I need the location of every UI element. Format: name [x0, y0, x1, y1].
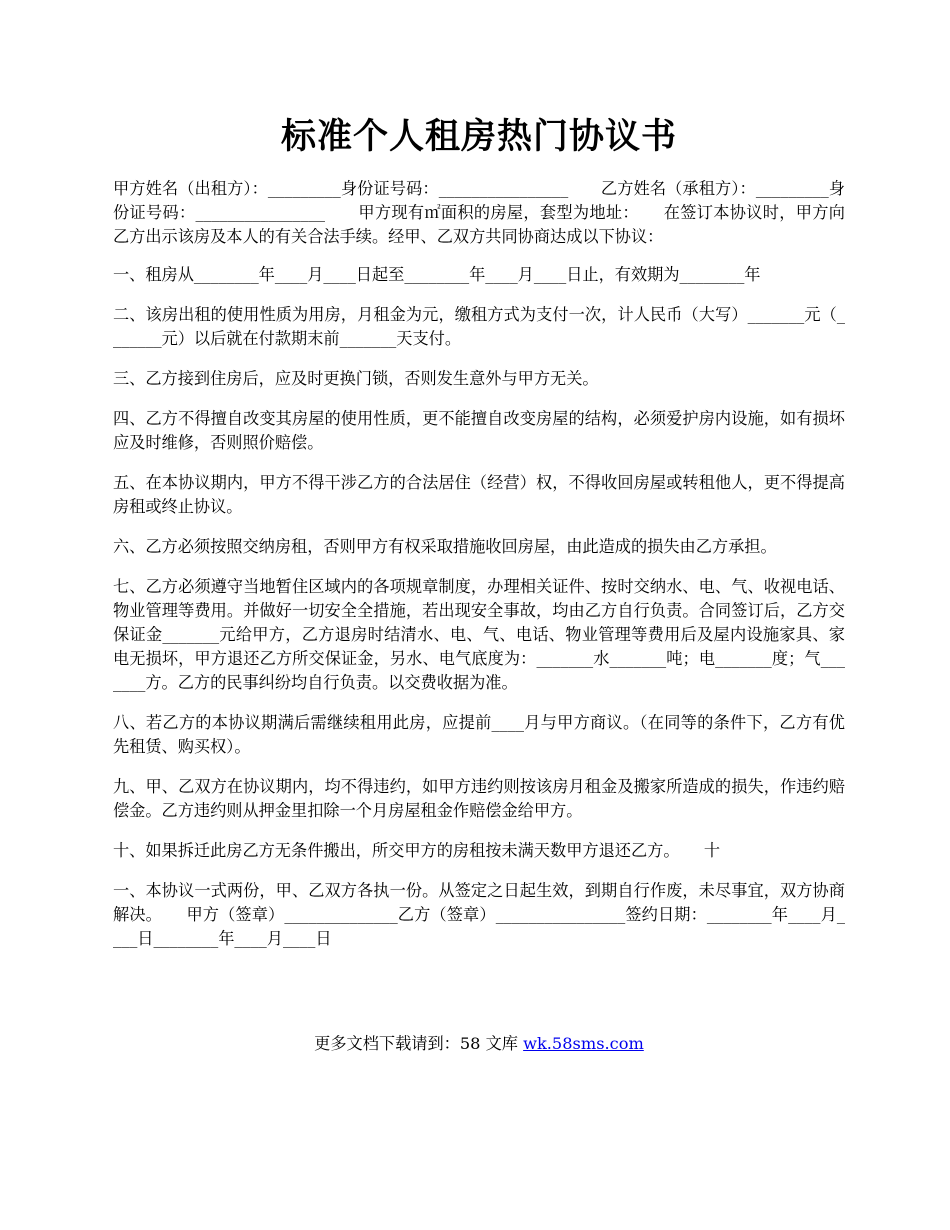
paragraph-4-usage: 四、乙方不得擅自改变其房屋的使用性质，更不能擅自改变房屋的结构，必须爱护房内设施，如有损坏应及时维修，否则照价赔偿。	[113, 409, 845, 452]
footer-link[interactable]: wk.58sms.com	[523, 1034, 644, 1053]
paragraph-6-payment: 六、乙方必须按照交纳房租，否则甲方有权采取措施收回房屋，由此造成的损失由乙方承担。	[113, 537, 777, 556]
paragraph-3-locks: 三、乙方接到住房后，应及时更换门锁，否则发生意外与甲方无关。	[113, 369, 599, 388]
paragraph-2-rent: 二、该房出租的使用性质为用房，月租金为元，缴租方式为支付一次，计人民币（大写）_______元（_______元）以后就在付款期末前_______天支付。	[113, 305, 845, 348]
paragraph-11-signatures: 一、本协议一式两份，甲、乙双方各执一份。从签定之日起生效，到期自行作废，未尽事宜，双方协商解决。 甲方（签章）______________乙方（签章）________________签约日期：________年____月____日________年____月____日	[113, 881, 845, 948]
paragraph-8-renewal: 八、若乙方的本协议期满后需继续租用此房，应提前____月与甲方商议。（在同等的条件下，乙方有优先租赁、购买权）。	[113, 713, 845, 756]
paragraph-10-demolition: 十、如果拆迁此房乙方无条件搬出，所交甲方的房租按未满天数甲方退还乙方。 十	[113, 841, 721, 860]
paragraph-parties: 甲方姓名（出租方）：_________身份证号码：________________ 乙方姓名（承租方）：_________身份证号码：________________ 甲方现有㎡面积的房屋，套型为地址： 在签订本协议时，甲方向乙方出示该房及本人的有关合法手续。经甲、乙双方共同协商达成以下协议：	[113, 179, 845, 246]
paragraph-1-lease-term: 一、租房从________年____月____日起至________年____月____日止，有效期为________年	[113, 265, 761, 284]
document-body	[113, 177, 845, 967]
footer-prefix: 更多文档下载请到：58 文库	[314, 1034, 524, 1053]
paragraph-5-landlord-duties: 五、在本协议期内，甲方不得干涉乙方的合法居住（经营）权，不得收回房屋或转租他人，更不得提高房租或终止协议。	[113, 473, 845, 516]
paragraph-7-regulations: 七、乙方必须遵守当地暂住区域内的各项规章制度，办理相关证件、按时交纳水、电、气、收视电话、物业管理等费用。并做好一切安全全措施，若出现安全事故，均由乙方自行负责。合同签订后，乙方交保证金_______元给甲方，乙方退房时结清水、电、气、电话、物业管理等费用后及屋内设施家具、家电无损坏，甲方退还乙方所交保证金，另水、电气底度为：_______水_______吨；电_______度；气_______方。乙方的民事纠纷均自行负责。以交费收据为准。	[113, 577, 845, 692]
download-footer	[113, 1032, 845, 1056]
paragraph-9-breach: 九、甲、乙双方在协议期内，均不得违约，如甲方违约则按该房月租金及搬家所造成的损失，作违约赔偿金。乙方违约则从押金里扣除一个月房屋租金作赔偿金给甲方。	[113, 777, 845, 820]
document-title: 标准个人租房热门协议书	[280, 116, 677, 157]
